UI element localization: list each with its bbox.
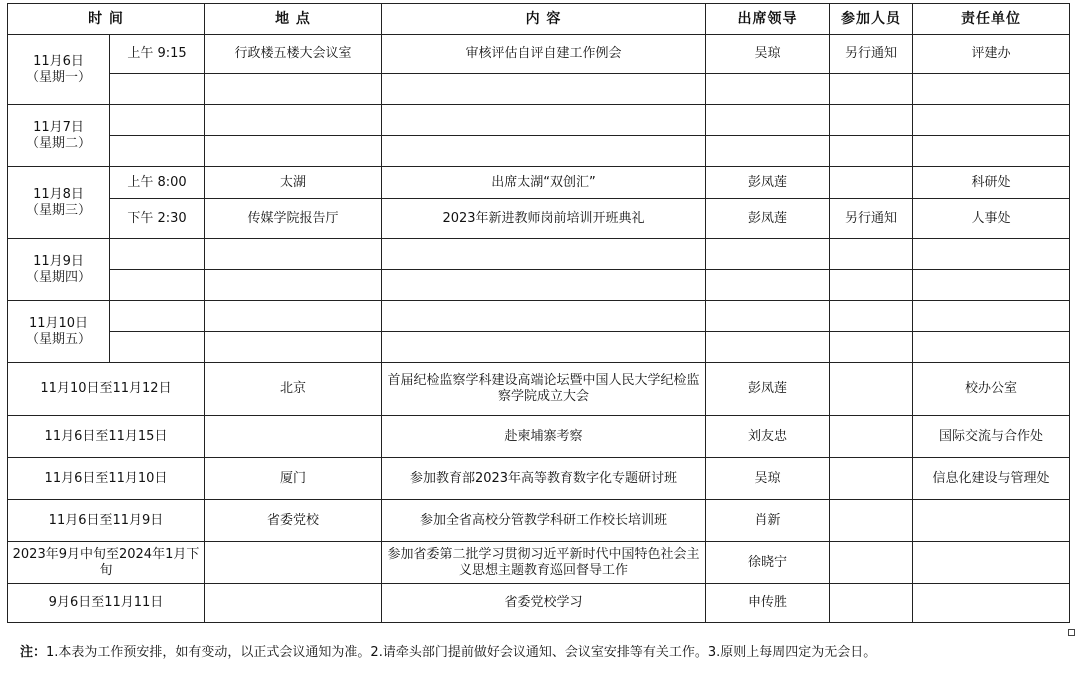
- slot-time: 下午 2:30: [110, 199, 205, 239]
- schedule-row: [8, 332, 1070, 363]
- range-participants: [830, 458, 913, 500]
- slot-location: 太湖: [205, 167, 382, 199]
- day-cell: [8, 105, 110, 167]
- range-location: 厦门: [205, 458, 382, 500]
- slot-location: [205, 74, 382, 105]
- range-participants: [830, 363, 913, 416]
- slot-time: 上午 8:00: [110, 167, 205, 199]
- range-period: 11月6日至11月15日: [8, 416, 205, 458]
- range-leader: 吴琼: [706, 458, 830, 500]
- range-leader: 申传胜: [706, 584, 830, 623]
- range-content: 参加省委第二批学习贯彻习近平新时代中国特色社会主义思想主题教育巡回督导工作: [382, 542, 706, 584]
- slot-leader: [706, 239, 830, 270]
- range-leader: 刘友忠: [706, 416, 830, 458]
- slot-unit: [913, 332, 1070, 363]
- slot-leader: [706, 136, 830, 167]
- slot-leader: 彭凤莲: [706, 199, 830, 239]
- range-period: 2023年9月中旬至2024年1月下旬: [8, 542, 205, 584]
- slot-time: [110, 136, 205, 167]
- range-participants: [830, 542, 913, 584]
- header-location: 地 点: [205, 4, 382, 35]
- range-location: [205, 584, 382, 623]
- slot-location: [205, 301, 382, 332]
- range-period: 11月10日至11月12日: [8, 363, 205, 416]
- header-row: [8, 4, 1070, 35]
- range-content: 首届纪检监察学科建设高端论坛暨中国人民大学纪检监察学院成立大会: [382, 363, 706, 416]
- day-weekday: （星期一）: [25, 69, 91, 85]
- range-location: [205, 542, 382, 584]
- slot-participants: [830, 270, 913, 301]
- slot-participants: [830, 105, 913, 136]
- schedule-row: [8, 136, 1070, 167]
- slot-unit: 人事处: [913, 199, 1070, 239]
- slot-unit: [913, 105, 1070, 136]
- day-cell: [8, 301, 110, 363]
- schedule-row: [8, 105, 1070, 136]
- range-row: [8, 363, 1070, 416]
- schedule-table: [7, 3, 1070, 623]
- schedule-row: [8, 74, 1070, 105]
- slot-leader: 彭凤莲: [706, 167, 830, 199]
- day-date: 11月10日: [28, 315, 89, 331]
- range-content: 参加教育部2023年高等教育数字化专题研讨班: [382, 458, 706, 500]
- range-content: 参加全省高校分管教学科研工作校长培训班: [382, 500, 706, 542]
- range-row: [8, 500, 1070, 542]
- range-period: 9月6日至11月11日: [8, 584, 205, 623]
- slot-leader: 吴琼: [706, 35, 830, 74]
- header-participants: 参加人员: [830, 4, 913, 35]
- footnote: [20, 641, 876, 660]
- slot-unit: 科研处: [913, 167, 1070, 199]
- slot-participants: [830, 167, 913, 199]
- slot-participants: [830, 74, 913, 105]
- range-participants: [830, 500, 913, 542]
- slot-content: 2023年新进教师岗前培训开班典礼: [382, 199, 706, 239]
- range-location: 省委党校: [205, 500, 382, 542]
- slot-content: [382, 136, 706, 167]
- slot-location: [205, 105, 382, 136]
- range-period: 11月6日至11月10日: [8, 458, 205, 500]
- range-row: [8, 416, 1070, 458]
- slot-participants: [830, 332, 913, 363]
- range-unit: 信息化建设与管理处: [913, 458, 1070, 500]
- table-resize-handle[interactable]: [1068, 629, 1075, 636]
- slot-location: 传媒学院报告厅: [205, 199, 382, 239]
- slot-time: [110, 74, 205, 105]
- slot-time: [110, 332, 205, 363]
- schedule-row: [8, 167, 1070, 199]
- slot-unit: [913, 270, 1070, 301]
- day-date: 11月7日: [33, 119, 84, 135]
- slot-location: [205, 332, 382, 363]
- slot-location: [205, 270, 382, 301]
- range-leader: 肖新: [706, 500, 830, 542]
- footnote-text: 1.本表为工作预安排，如有变动，以正式会议通知为准。2.请牵头部门提前做好会议通知、会议室安排等有关工作。3.原则上每周四定为无会日。: [46, 645, 877, 660]
- slot-leader: [706, 270, 830, 301]
- slot-time: [110, 270, 205, 301]
- day-date: 11月9日: [33, 253, 84, 269]
- range-unit: [913, 584, 1070, 623]
- slot-participants: 另行通知: [830, 35, 913, 74]
- slot-content: [382, 332, 706, 363]
- schedule-row: [8, 35, 1070, 74]
- day-cell: [8, 167, 110, 239]
- day-cell: [8, 239, 110, 301]
- header-unit: 责任单位: [913, 4, 1070, 35]
- range-unit: 校办公室: [913, 363, 1070, 416]
- slot-content: [382, 239, 706, 270]
- slot-leader: [706, 332, 830, 363]
- day-weekday: （星期五）: [25, 331, 91, 347]
- slot-unit: 评建办: [913, 35, 1070, 74]
- range-row: [8, 542, 1070, 584]
- slot-content: [382, 105, 706, 136]
- range-row: [8, 458, 1070, 500]
- header-time: 时 间: [8, 4, 205, 35]
- slot-unit: [913, 74, 1070, 105]
- slot-leader: [706, 105, 830, 136]
- footnote-label: 注：: [20, 645, 47, 660]
- schedule-row: [8, 301, 1070, 332]
- range-content: 赴柬埔寨考察: [382, 416, 706, 458]
- slot-content: [382, 74, 706, 105]
- range-unit: 国际交流与合作处: [913, 416, 1070, 458]
- slot-content: [382, 270, 706, 301]
- header-leader: 出席领导: [706, 4, 830, 35]
- slot-location: [205, 136, 382, 167]
- day-weekday: （星期二）: [25, 135, 91, 151]
- slot-time: [110, 239, 205, 270]
- slot-participants: [830, 301, 913, 332]
- range-leader: 徐晓宁: [706, 542, 830, 584]
- day-weekday: （星期四）: [25, 269, 91, 285]
- slot-content: 审核评估自评自建工作例会: [382, 35, 706, 74]
- slot-time: [110, 301, 205, 332]
- range-period: 11月6日至11月9日: [8, 500, 205, 542]
- range-location: [205, 416, 382, 458]
- slot-participants: 另行通知: [830, 199, 913, 239]
- slot-unit: [913, 301, 1070, 332]
- slot-content: 出席太湖“双创汇”: [382, 167, 706, 199]
- slot-content: [382, 301, 706, 332]
- day-weekday: （星期三）: [25, 202, 91, 218]
- slot-unit: [913, 239, 1070, 270]
- range-row: [8, 584, 1070, 623]
- schedule-row: [8, 239, 1070, 270]
- range-unit: [913, 500, 1070, 542]
- slot-location: [205, 239, 382, 270]
- slot-time: [110, 105, 205, 136]
- range-participants: [830, 584, 913, 623]
- day-date: 11月8日: [33, 186, 84, 202]
- header-content: 内 容: [382, 4, 706, 35]
- slot-participants: [830, 136, 913, 167]
- range-leader: 彭凤莲: [706, 363, 830, 416]
- day-cell: [8, 35, 110, 105]
- slot-location: 行政楼五楼大会议室: [205, 35, 382, 74]
- day-date: 11月6日: [33, 53, 84, 69]
- slot-time: 上午 9:15: [110, 35, 205, 74]
- range-unit: [913, 542, 1070, 584]
- range-participants: [830, 416, 913, 458]
- slot-leader: [706, 74, 830, 105]
- slot-unit: [913, 136, 1070, 167]
- schedule-row: [8, 199, 1070, 239]
- range-location: 北京: [205, 363, 382, 416]
- slot-participants: [830, 239, 913, 270]
- range-content: 省委党校学习: [382, 584, 706, 623]
- slot-leader: [706, 301, 830, 332]
- schedule-row: [8, 270, 1070, 301]
